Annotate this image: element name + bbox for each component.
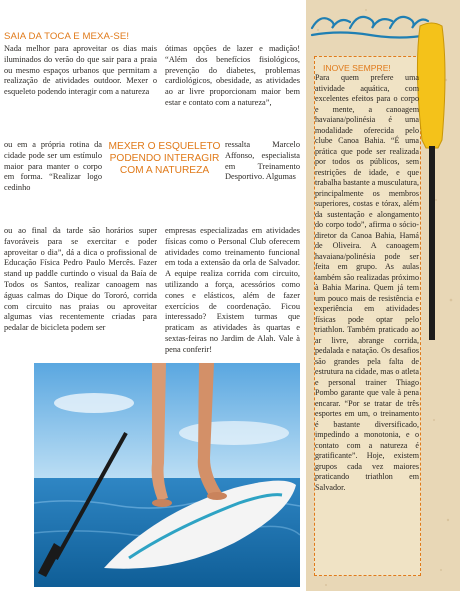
stand-up-paddle-photo	[34, 363, 300, 587]
article-column-1-top	[4, 44, 157, 98]
sidebar-title: INOVE SEMPRE!	[323, 63, 391, 73]
sidebar-text	[315, 73, 419, 493]
paragraph: ressalta Marcelo Affonso, especialista em Treinamento Desportivo. Algumas	[225, 140, 300, 182]
article-column-2-mid	[225, 140, 300, 183]
sidebar-panel	[306, 0, 460, 591]
pull-quote: MEXER O ESQUELETO PODENDO INTERAGIR COM A NATUREZA	[108, 141, 221, 177]
paragraph: ou em a própria rotina da cidade pode ser um estímulo maior para manter o corpo em forma. “Realizar logo cedinho	[4, 140, 102, 193]
paragraph: empresas especializadas em atividades físicas como o Personal Club oferecem atividades como treinamento funcional em toda a extensão da orla de Salvador. A equipe realiza corrida com circuito, utilizando a força, acessórios como cones e elásticos, além de fazer exercícios de coordenação. Ficou interessado? Existem turmas que praticam as atividades às quartas e sextas-feiras no Jardim de Alah. Vale à pena conferir!	[165, 226, 300, 354]
paragraph: Nada melhor para aproveitar os dias mais iluminados do verão do que sair para a praia ou mesmo espaços urbanos que permitam a realização de atividades outdoor. Mexer o esqueleto podendo interagir com a natureza	[4, 44, 157, 97]
paragraph: ou ao final da tarde são horários super favoráveis para se exercitar e poder aproveitar o dia”, dá a dica o profissional de Educação Física Pedro Paulo Mercês. Fazer stand up paddle curtindo o visual da Baía de Todos os Santos, realizar canoagem nas águas calmas do Dique do Tororó, corrida com circuito nas praias ou aproveitar algumas vias recentemente criadas para pedalar de bicicleta podem ser	[4, 226, 157, 333]
article-heading: SAIA DA TOCA E MEXA-SE!	[4, 31, 130, 42]
article-column-2-top	[165, 44, 300, 109]
paragraph: ótimas opções de lazer e madição! “Além dos benefícios fisiológicos, prevenção do diabetes, problemas cardiológicos, obesidade, as atividades ao ar livre proporcionam maior bem estar e contato com a natureza”,	[165, 44, 300, 107]
paragraph: Para quem prefere uma atividade aquática, com excelentes efeitos para o corpo e mente, a canoagem havaiana/polinésia é uma modalidade oferecida pelo clube Canoa Bahia. “É uma prática que pode ser realizada por todos os públicos, sem restrições de idade, e que trabalha bastante a musculatura, principalmente os membros superiores, costas e tórax, além da sustentação e alongamento do corpo todo”, afirma o sócio-diretor da Canoa Bahia, Hamá de Oliveira. A canoagem havaiana/polinésia pode ser feita em grupo. As aulas também são realizadas próximo à Bahia Marina. Quem já tem um pouco mais de resistência e experiência em atividades físicas pode optar pelo triathlon. Também praticado ao ar livre, abrange corrida, pedalada e natação. Os desafios são grandes pela falta de estrutura na cidade, mas o atleta e personal trainer Thiago Pombo garante que vale à pena encarar. “Por se tratar de três esportes em um, o treinamento é bastante diversificado, impedindo a monotonia, e o contato com a natureza é gratificante”. Hoje, existem grupos cada vez maiores praticando triathlon em Salvador.	[315, 73, 419, 492]
article-column-1-bottom	[4, 226, 157, 334]
article-column-2-bottom	[165, 226, 300, 356]
article-column-1-mid	[4, 140, 102, 194]
